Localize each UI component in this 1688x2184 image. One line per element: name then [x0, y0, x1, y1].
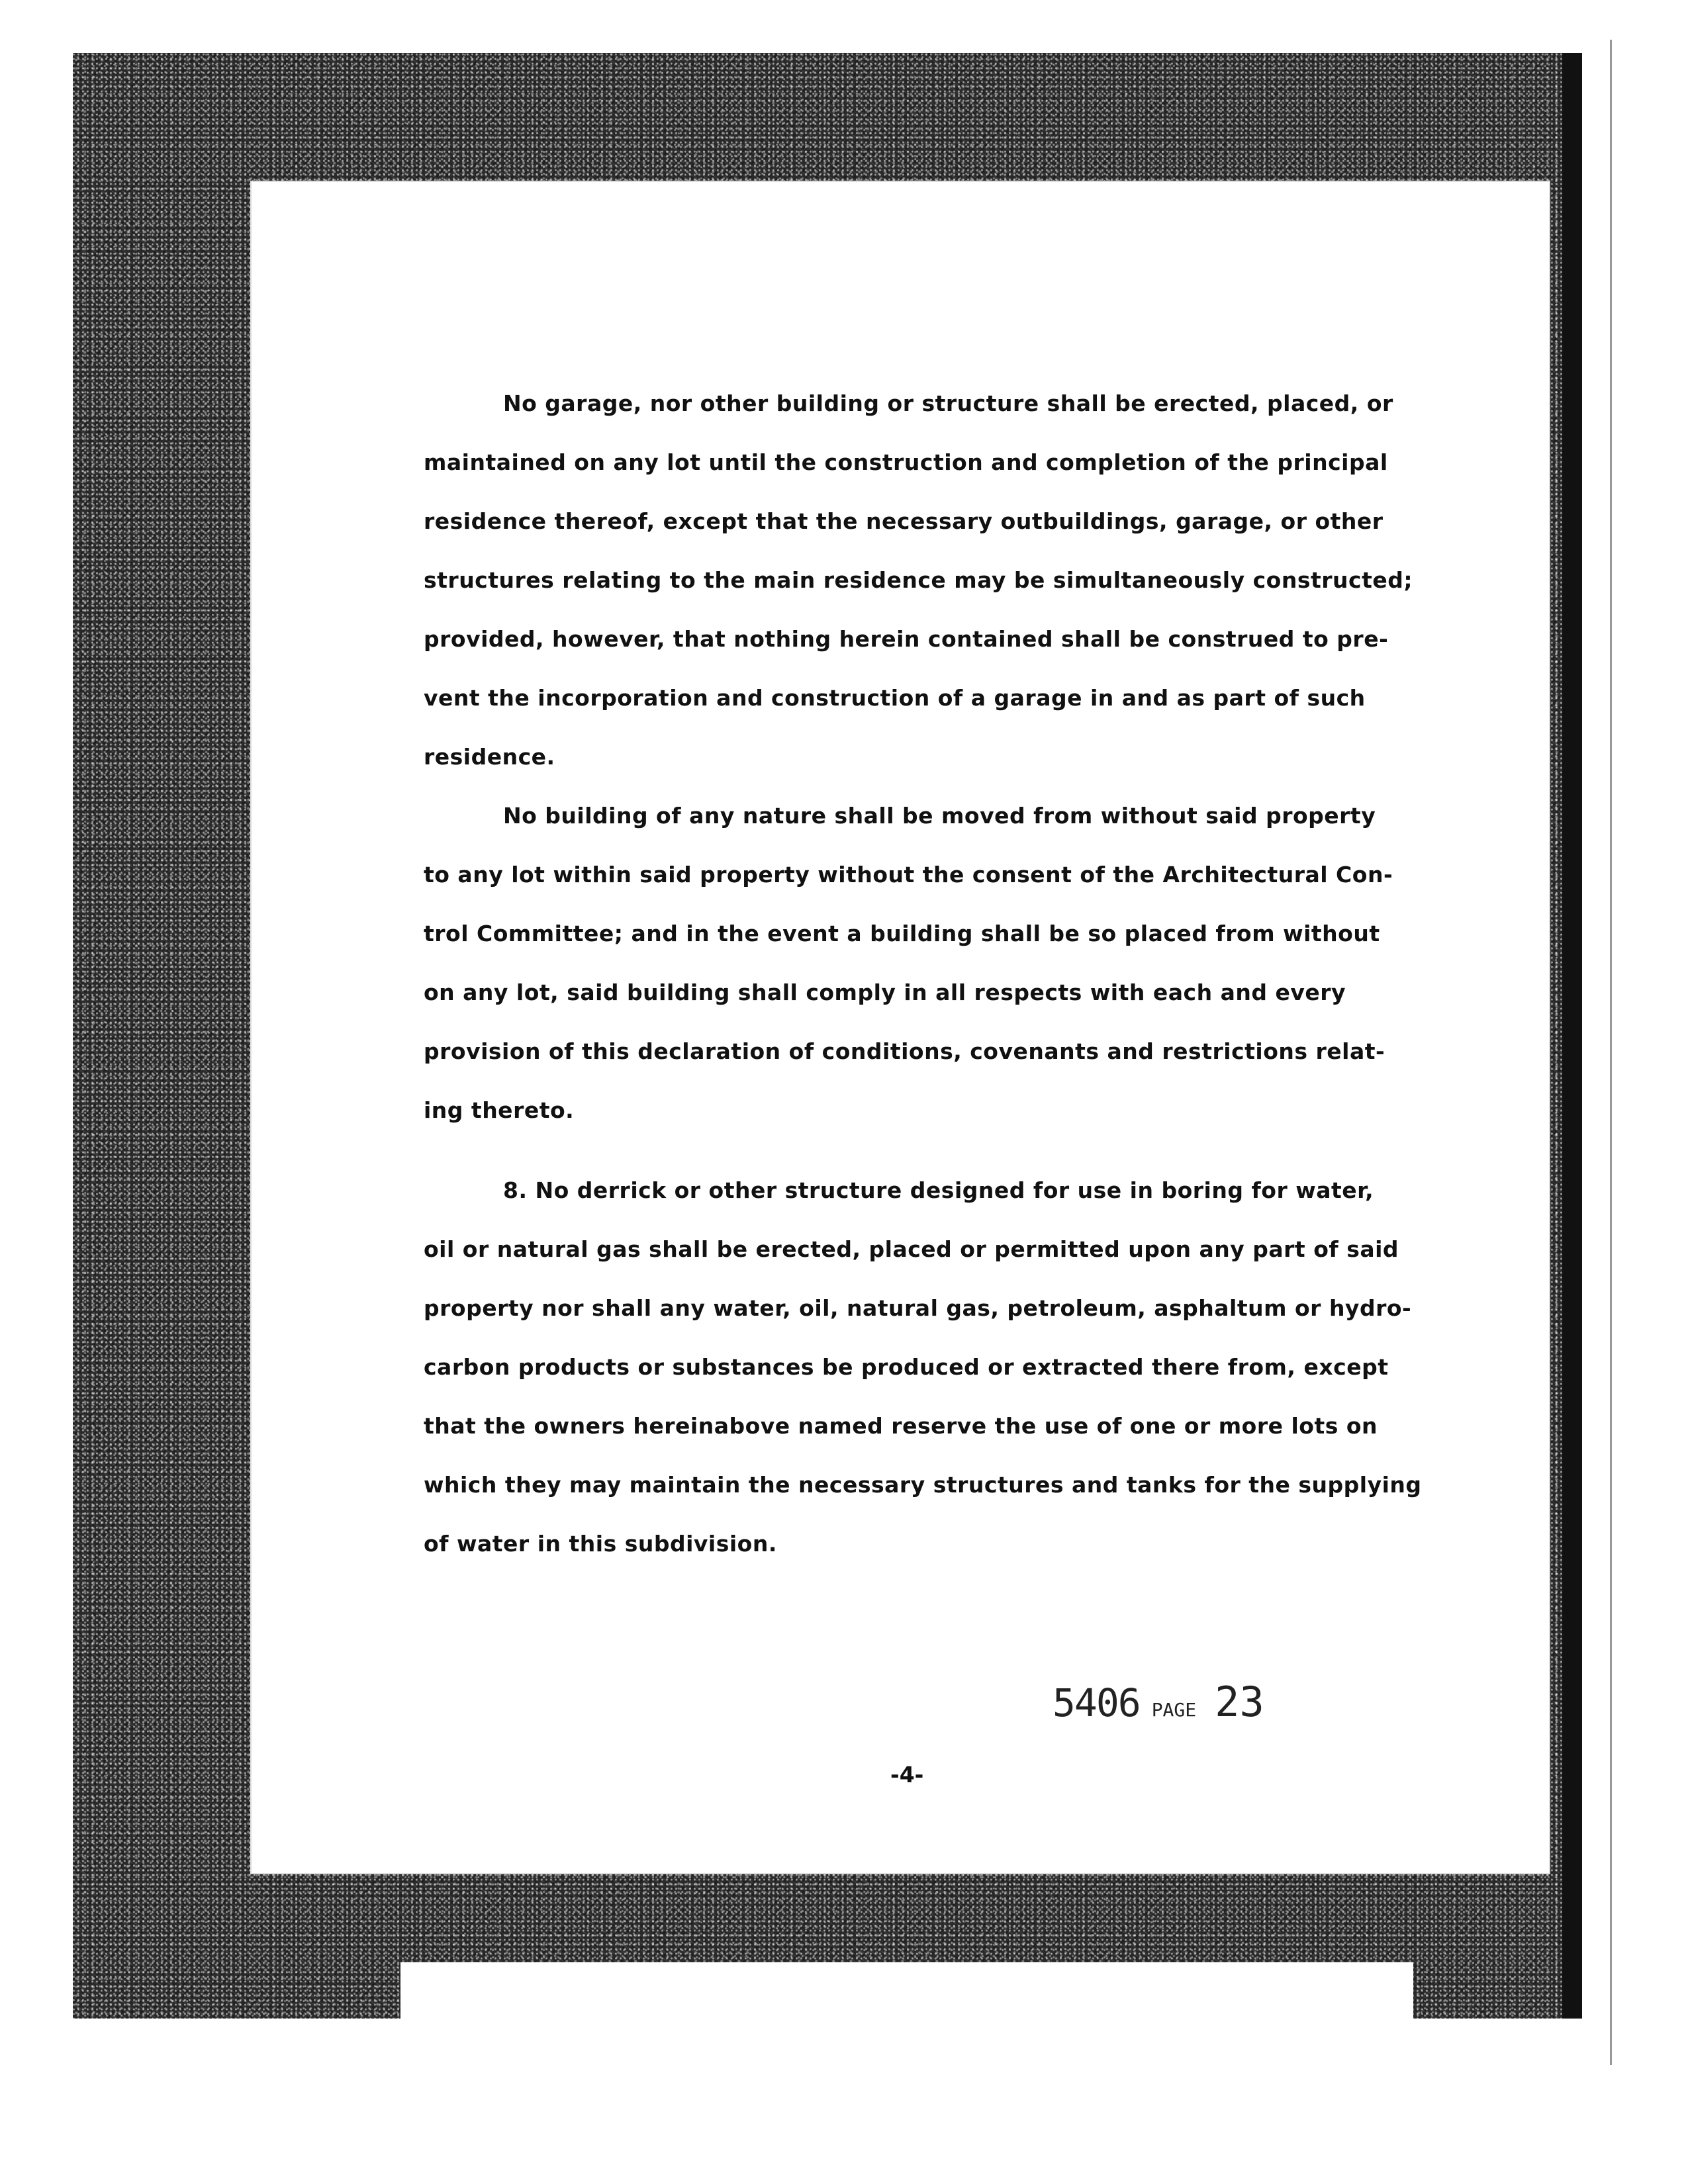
paragraph-moving-buildings: [424, 803, 1403, 1156]
text-line: provision of this declaration of conditions, covenants and restrictions relat-: [424, 1038, 1385, 1064]
recording-stamp: [1053, 1678, 1264, 1726]
text-line: ing thereto.: [424, 1097, 575, 1123]
text-line: which they may maintain the necessary structures and tanks for the supplying: [424, 1472, 1422, 1498]
scan-edge-line: [1610, 40, 1612, 2065]
text-line: on any lot, said building shall comply in all respects with each and every: [424, 979, 1346, 1005]
text-line: to any lot within said property without the consent of the Architectural Con-: [424, 862, 1393, 887]
stamp-book-number: 5406: [1053, 1680, 1140, 1725]
text-line: carbon products or substances be produced or extracted there from, except: [424, 1354, 1389, 1380]
text-line: of water in this subdivision.: [424, 1531, 777, 1557]
paragraph-gap: [424, 1156, 1403, 1177]
text-line: residence thereof, except that the necessary outbuildings, garage, or other: [424, 508, 1383, 534]
text-line: maintained on any lot until the construction and completion of the principal: [424, 449, 1388, 475]
stamp-page-number: 23: [1215, 1678, 1264, 1726]
text-line: residence.: [424, 744, 555, 770]
text-line: provided, however, that nothing herein contained shall be construed to pre-: [424, 626, 1389, 652]
text-line: trol Committee; and in the event a building shall be so placed from without: [424, 921, 1380, 946]
text-line: 8. No derrick or other structure designed for use in boring for water,: [503, 1177, 1374, 1203]
paragraph-garage: [424, 390, 1413, 803]
document-body: [424, 390, 1422, 1590]
scan-border-edge: [1562, 53, 1582, 2019]
text-line: property nor shall any water, oil, natural gas, petroleum, asphaltum or hydro-: [424, 1295, 1412, 1321]
paragraph-derricks: [424, 1177, 1422, 1590]
text-line: No building of any nature shall be moved from without said property: [503, 803, 1376, 829]
text-line: that the owners hereinabove named reserve the use of one or more lots on: [424, 1413, 1378, 1439]
stamp-page-label: PAGE: [1151, 1699, 1197, 1721]
page-number: -4-: [890, 1762, 924, 1788]
text-line: No garage, nor other building or structure shall be erected, placed, or: [503, 390, 1393, 416]
scan-bottom-notch: [400, 1962, 1413, 2022]
text-line: oil or natural gas shall be erected, placed or permitted upon any part of said: [424, 1236, 1399, 1262]
text-line: structures relating to the main residence may be simultaneously constructed;: [424, 567, 1413, 593]
text-line: vent the incorporation and construction of a garage in and as part of such: [424, 685, 1366, 711]
